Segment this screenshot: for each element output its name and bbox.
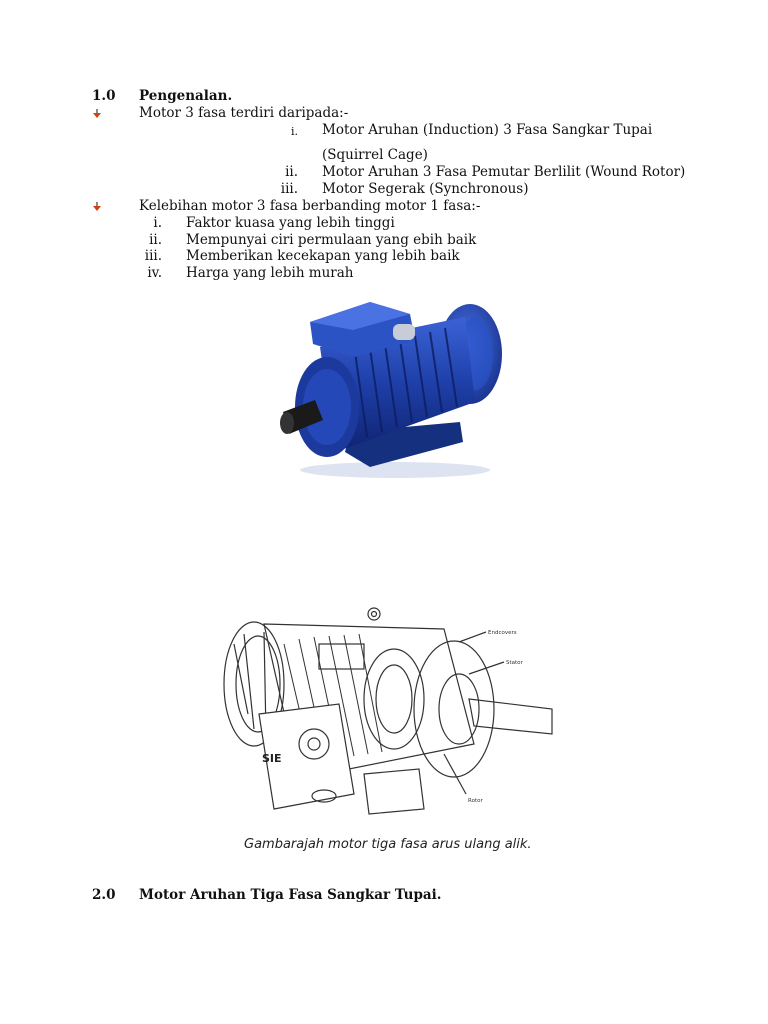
bullet-2-text: Kelebihan motor 3 fasa berbanding motor 1 fasa:- (139, 198, 481, 214)
advantage-text-1: Faktor kuasa yang lebih tinggi (186, 215, 395, 231)
brand-text: SIE (262, 752, 282, 765)
blue-motor-photo (275, 292, 507, 480)
arrow-down-bullet-icon (93, 109, 101, 118)
motor-type-text-1: Motor Aruhan (Induction) 3 Fasa Sangkar Tupai (322, 122, 653, 138)
advantage-num-3: iii. (144, 248, 162, 264)
bullet-1-text: Motor 3 fasa terdiri daripada:- (139, 105, 349, 121)
advantage-text-2: Mempunyai ciri permulaan yang ebih baik (186, 232, 477, 248)
motor-type-text-1b: (Squirrel Cage) (322, 147, 428, 163)
motor-type-num-2: ii. (285, 164, 298, 180)
section-2-number: 2.0 (92, 887, 116, 903)
motor-type-num-3: iii. (280, 181, 298, 197)
motor-type-text-3: Motor Segerak (Synchronous) (322, 181, 529, 197)
section-1-title: Pengenalan. (139, 88, 233, 104)
advantage-num-4: iv. (147, 265, 162, 281)
section-1-number: 1.0 (92, 88, 116, 104)
section-2-title: Motor Aruhan Tiga Fasa Sangkar Tupai. (139, 887, 442, 903)
motor-type-num-1: i. (290, 125, 298, 138)
advantage-num-1: i. (153, 215, 162, 231)
advantage-num-2: ii. (149, 232, 162, 248)
advantage-text-3: Memberikan kecekapan yang lebih baik (186, 248, 460, 264)
arrow-down-bullet-icon (93, 202, 101, 211)
motor-type-text-2: Motor Aruhan 3 Fasa Pemutar Berlilit (Wound Rotor) (322, 164, 686, 180)
figure-caption: Gambarajah motor tiga fasa arus ulang alik. (244, 837, 532, 852)
exploded-motor-diagram (214, 604, 558, 822)
advantage-text-4: Harga yang lebih murah (186, 265, 354, 281)
label-rotor: Rotor (468, 798, 483, 804)
label-stator: Stator (506, 660, 523, 666)
label-endcovers: Endcovers (488, 630, 517, 636)
